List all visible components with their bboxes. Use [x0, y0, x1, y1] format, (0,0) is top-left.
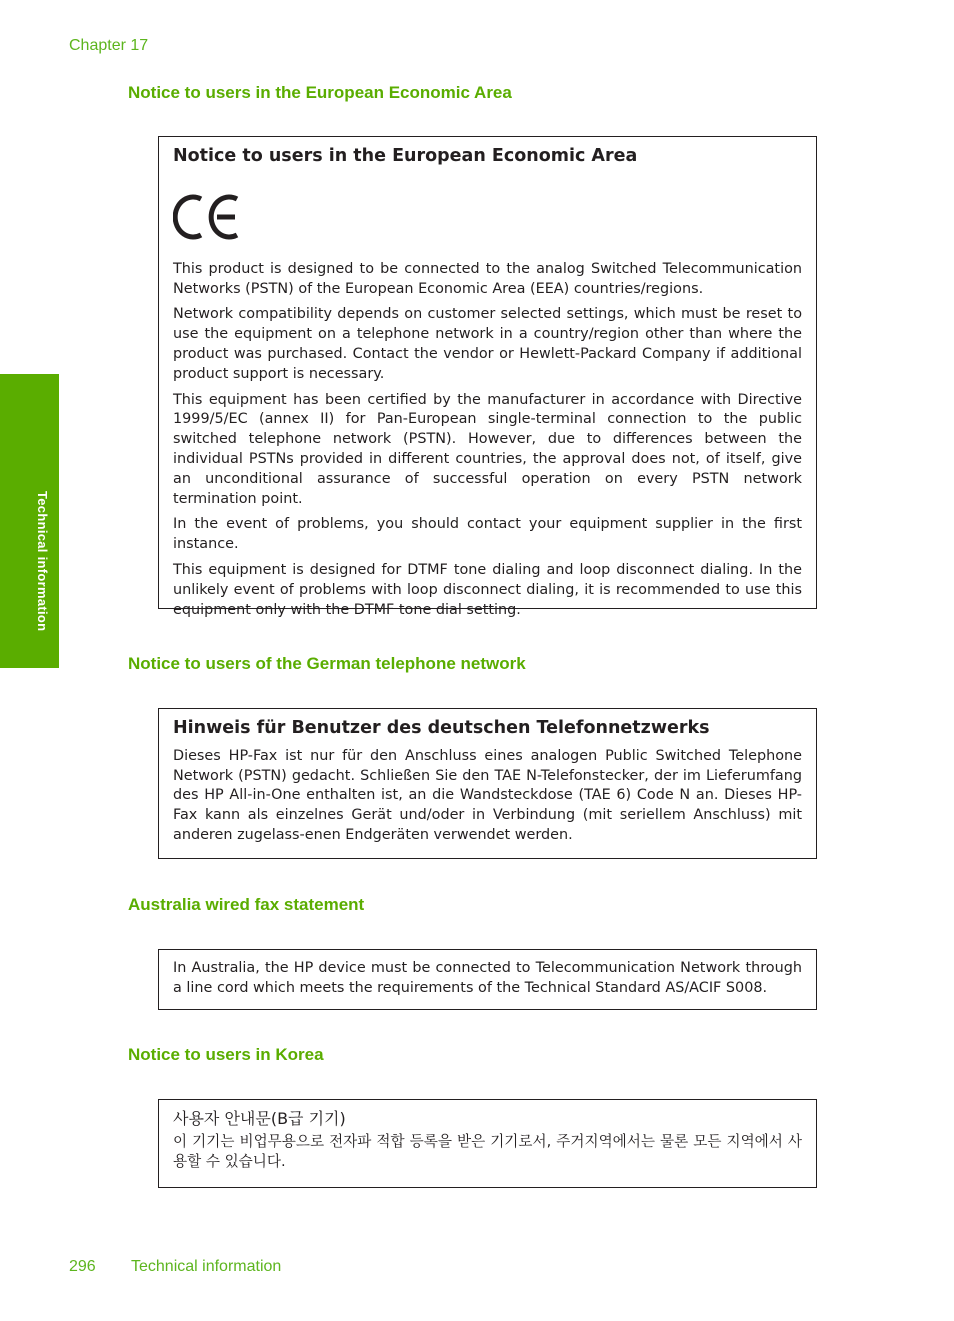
- korea-paragraph: 이 기기는 비업무용으로 전자파 적합 등록을 받은 기기로서, 주거지역에서는 물론 모든 지역에서 사용할 수 있습니다.: [173, 1133, 802, 1170]
- eea-paragraph: This product is designed to be connected to the analog Switched Telecommunication Networks (PSTN) of the European Economic Area (EEA) countries/regions.: [173, 260, 802, 297]
- ce-mark-logo: [173, 187, 243, 247]
- german-notice-box: [158, 708, 817, 859]
- section-heading-australia: Australia wired fax statement: [128, 895, 365, 914]
- chapter-label: Chapter 17: [69, 37, 149, 54]
- eea-notice-box: [158, 136, 817, 618]
- eea-paragraph: In the event of problems, you should contact your equipment supplier in the first instance.: [173, 516, 802, 553]
- german-box-title: Hinweis für Benutzer des deutschen Telefonnetzwerks: [173, 718, 710, 738]
- australia-paragraph: In Australia, the HP device must be connected to Telecommunication Network through a line cord which meets the requirements of the Technical Standard AS/ACIF S008.: [173, 960, 802, 996]
- eea-paragraph: This equipment is designed for DTMF tone dialing and loop disconnect dialing. In the unlikely event of problems with loop disconnect dialing, it is recommended to use this equipment only with the DTMF tone dial setting.: [173, 561, 802, 618]
- side-tab-label: Technical information: [35, 491, 50, 632]
- section-heading-korea: Notice to users in Korea: [128, 1045, 324, 1064]
- side-tab: [0, 374, 59, 668]
- eea-box-title: Notice to users in the European Economic Area: [173, 146, 638, 166]
- footer-label: Technical information: [131, 1258, 282, 1275]
- australia-statement-box: [158, 949, 817, 1010]
- german-paragraph: Dieses HP-Fax ist nur für den Anschluss eines analogen Public Switched Telephone Network (PSTN) gedacht. Schließen Sie den TAE N-Telefonstecker, der im Lieferumfang des HP All-in-One enthalten ist, an die Wandsteckdose (TAE 6) Code N an. Dieses HP-Fax kann als einzelnes Gerät und/oder in Verbindung (mit seriellem Anschluss) mit anderen zugelass-enen Endgeräten verwendet werden.: [173, 747, 802, 843]
- eea-paragraph: This equipment has been certified by the manufacturer in accordance with Directive 1999/5/EC (annex II) for Pan-European single-terminal connection to the public switched telephone network (PSTN). However, due to differences between the individual PSTNs provided in different countries, the approval does not, of itself, give an unconditional assurance of successful operation on every PSTN network termination point.: [173, 391, 802, 507]
- section-heading-german: Notice to users of the German telephone network: [128, 654, 526, 673]
- eea-paragraph: Network compatibility depends on customer selected settings, which must be reset to use the equipment on a telephone network in a country/region other than where the product was purchased. Contact the vendor or Hewlett-Packard Company if additional product support is necessary.: [173, 306, 802, 382]
- korea-box-title: 사용자 안내문(B급 기기): [173, 1109, 346, 1128]
- page-number: 296: [69, 1258, 96, 1275]
- section-heading-eea: Notice to users in the European Economic Area: [128, 83, 512, 102]
- korea-notice-box: [158, 1099, 817, 1188]
